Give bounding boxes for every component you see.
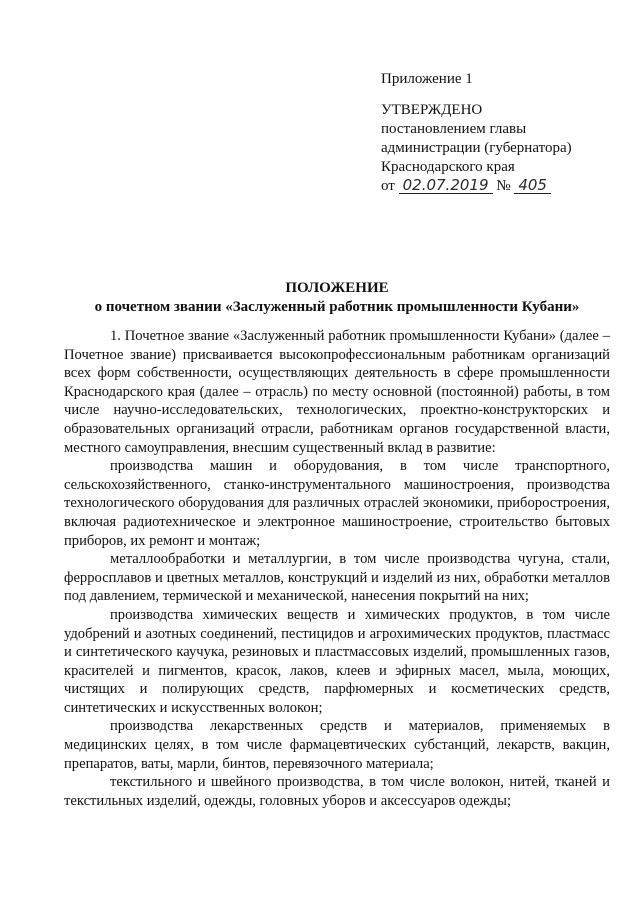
approval-line-2: администрации (губернатора) bbox=[381, 140, 572, 156]
approval-line-1: постановлением главы bbox=[381, 121, 527, 137]
approval-line-3: Краснодарского края bbox=[381, 159, 515, 175]
document-title: ПОЛОЖЕНИЕ bbox=[285, 280, 389, 296]
document-title-block bbox=[64, 279, 610, 317]
date-prefix: от bbox=[381, 178, 395, 194]
date-number-row bbox=[381, 177, 621, 196]
paragraph: производства лекарственных средств и материалов, применяемых в медицинских целях, в том числе фармацевтических субстанций, лекарств, вакцин, препаратов, ваты, марли, бинтов, перевязочного материала; bbox=[64, 718, 610, 772]
paragraph: текстильного и швейного производства, в том числе волокон, нитей, тканей и текстильных изделий, одежды, головных уборов и аксессуаров одежды; bbox=[64, 774, 610, 809]
approved-label: УТВЕРЖДЕНО bbox=[381, 102, 483, 118]
approval-stamp-block bbox=[381, 70, 621, 196]
document-subtitle: о почетном звании «Заслуженный работник промышленности Кубани» bbox=[94, 299, 580, 315]
number-prefix: № bbox=[496, 178, 511, 194]
handwritten-date: 02.07.2019 bbox=[399, 177, 493, 194]
document-body bbox=[64, 327, 610, 810]
paragraph: металлообработки и металлургии, в том числе производства чугуна, стали, ферросплавов и цветных металлов, конструкций и изделий из них, обработки металлов под давлением, термической и механической, нанесения покрытий на них; bbox=[64, 551, 610, 605]
appendix-label: Приложение 1 bbox=[381, 71, 473, 87]
spacer bbox=[381, 89, 621, 101]
paragraph: 1. Почетное звание «Заслуженный работник промышленности Кубани» (далее – Почетное звание) присваивается высокопрофессиональным работникам организаций всех форм собственности, осуществляющих деятельность в сфере промышленности Краснодарского края (далее – отрасль) по месту основной (постоянной) работы, в том числе научно-исследовательских, технологических, проектно-конструкторских и образовательных организаций отрасли, работникам органов государственной власти, местного самоуправления, внесшим существенный вклад в развитие: bbox=[64, 328, 610, 456]
paragraph: производства химических веществ и химических продуктов, в том числе удобрений и азотных соединений, пестицидов и агрохимических продуктов, пластмасс и синтетического каучука, резиновых и пластмассовых изделий, промышленных газов, красителей и пигментов, красок, лаков, клеев и эфирных масел, мыла, моющих, чистящих и полирующих средств, парфюмерных и косметических средств, синтетических и искусственных волокон; bbox=[64, 606, 610, 716]
handwritten-number: 405 bbox=[514, 177, 551, 194]
paragraph: производства машин и оборудования, в том числе транспортного, сельскохозяйственного, станко-инструментального машиностроения, производства технологического оборудования для различных отраслей экономики, приборостроения, включая радиотехническое и электронное машиностроение, строительство бытовых приборов, их ремонт и монтаж; bbox=[64, 458, 610, 549]
